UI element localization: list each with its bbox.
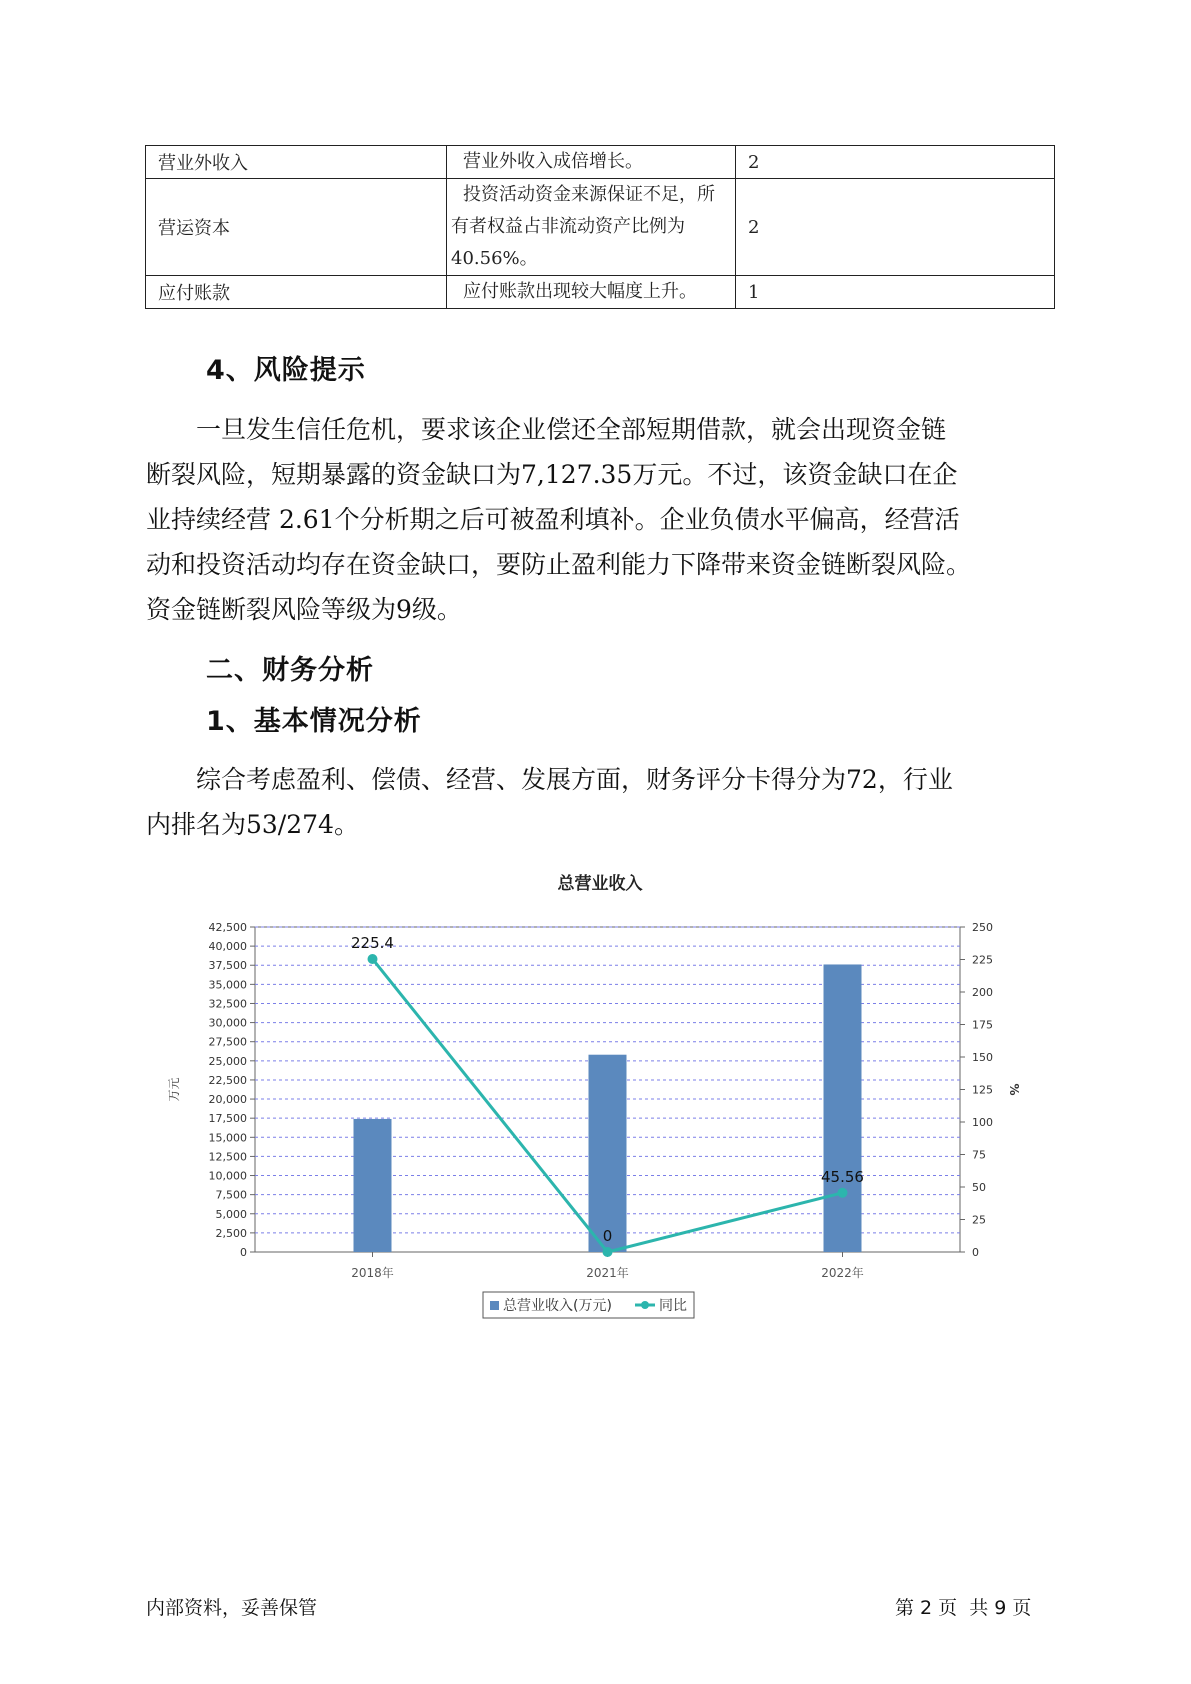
table-row — [146, 179, 1055, 276]
revenue-chart — [150, 865, 1050, 1335]
y2-axis-label: % — [1007, 1083, 1021, 1096]
table-cell-score: 2 — [736, 146, 1055, 179]
bar — [354, 1119, 392, 1252]
table-cell-desc — [447, 179, 736, 276]
table-cell-score: 1 — [736, 276, 1055, 309]
desc-line: 有者权益占非流动资产比例为 — [451, 216, 685, 237]
y2-tick-label: 75 — [972, 1148, 986, 1162]
yoy-data-label: 225.4 — [351, 933, 394, 952]
paragraph-line: 业持续经营 2.61个分析期之后可被盈利填补。企业负债水平偏高，经营活 — [146, 505, 960, 534]
y-tick-label: 30,000 — [208, 1016, 247, 1030]
desc-line: 营业外收入成倍增长。 — [463, 151, 643, 172]
y-tick-label: 2,500 — [215, 1226, 247, 1240]
paragraph-line: 资金链断裂风险等级为9级。 — [146, 595, 462, 624]
bar — [824, 964, 862, 1252]
y2-tick-label: 0 — [972, 1246, 979, 1259]
y2-tick-label: 150 — [972, 1051, 993, 1064]
y-tick-label: 15,000 — [208, 1131, 247, 1145]
y-tick-label: 22,500 — [208, 1073, 247, 1087]
chart-title: 总营业收入 — [557, 874, 643, 894]
basic-paragraph — [146, 757, 1066, 847]
paragraph-line: 断裂风险，短期暴露的资金缺口为7,127.35万元。不过，该资金缺口在企 — [146, 460, 958, 489]
y2-tick-label: 125 — [972, 1083, 993, 1097]
legend-bar-label: 总营业收入(万元) — [503, 1298, 612, 1314]
table-cell-desc — [447, 146, 736, 179]
paragraph-line: 动和投资活动均存在资金缺口，要防止盈利能力下降带来资金链断裂风险。 — [146, 550, 972, 579]
y-tick-label: 0 — [240, 1246, 247, 1259]
y2-tick-label: 225 — [972, 953, 993, 967]
paragraph-line: 一旦发生信任危机，要求该企业偿还全部短期借款，就会出现资金链 — [196, 415, 947, 444]
y-axis-label: 万元 — [167, 1077, 181, 1102]
y-tick-label: 5,000 — [215, 1207, 247, 1221]
desc-line: 投资活动资金来源保证不足，所 — [463, 184, 715, 205]
y-tick-label: 10,000 — [208, 1169, 247, 1183]
table-row — [146, 276, 1055, 309]
table-cell-item: 应付账款 — [146, 276, 447, 309]
y-tick-label: 25,000 — [208, 1054, 247, 1068]
risk-paragraph — [146, 407, 1066, 632]
table-cell-item: 营运资本 — [146, 179, 447, 276]
y-tick-label: 12,500 — [208, 1150, 247, 1164]
finance-heading: 二、财务分析 — [206, 655, 374, 686]
y2-tick-label: 200 — [972, 986, 993, 999]
yoy-point — [603, 1247, 613, 1257]
y2-tick-label: 50 — [972, 1181, 986, 1194]
legend-line-marker — [641, 1301, 649, 1309]
paragraph-line: 综合考虑盈利、偿债、经营、发展方面，财务评分卡得分为72，行业 — [196, 765, 953, 794]
table-cell-score: 2 — [736, 179, 1055, 276]
legend-bar-swatch — [490, 1301, 499, 1310]
table-cell-item: 营业外收入 — [146, 146, 447, 179]
y2-tick-label: 175 — [972, 1018, 993, 1032]
x-tick-label: 2022年 — [821, 1266, 864, 1280]
yoy-point — [368, 954, 378, 964]
basic-heading: 1、基本情况分析 — [206, 706, 422, 737]
y-tick-label: 37,500 — [208, 959, 247, 973]
footer-confidential: 内部资料，妥善保管 — [146, 1597, 318, 1619]
y-tick-label: 17,500 — [208, 1112, 247, 1126]
y-tick-label: 32,500 — [208, 997, 247, 1011]
y-tick-label: 20,000 — [208, 1093, 247, 1107]
y-tick-label: 27,500 — [208, 1035, 247, 1049]
desc-line: 40.56%。 — [451, 248, 538, 269]
x-tick-label: 2021年 — [586, 1266, 629, 1280]
paragraph-line: 内排名为53/274。 — [146, 810, 359, 839]
x-tick-label: 2018年 — [351, 1266, 394, 1280]
yoy-data-label: 0 — [602, 1227, 613, 1245]
y-tick-label: 40,000 — [208, 940, 247, 954]
bar — [589, 1055, 627, 1252]
y2-tick-label: 100 — [972, 1116, 993, 1129]
y2-tick-label: 250 — [972, 921, 993, 934]
yoy-point — [838, 1188, 848, 1198]
yoy-data-label: 45.56 — [821, 1167, 864, 1186]
table-row — [146, 146, 1055, 179]
y-tick-label: 7,500 — [215, 1188, 247, 1202]
y-tick-label: 35,000 — [208, 978, 247, 992]
y-tick-label: 42,500 — [208, 921, 247, 934]
legend-line-label: 同比 — [659, 1298, 687, 1314]
table-cell-desc — [447, 276, 736, 309]
desc-line: 应付账款出现较大幅度上升。 — [463, 281, 697, 302]
footer-page-number: 第 2 页 共 9 页 — [895, 1597, 1032, 1619]
y2-tick-label: 25 — [972, 1213, 986, 1227]
risk-factor-table — [145, 145, 1055, 309]
risk-heading: 4、风险提示 — [206, 355, 366, 386]
